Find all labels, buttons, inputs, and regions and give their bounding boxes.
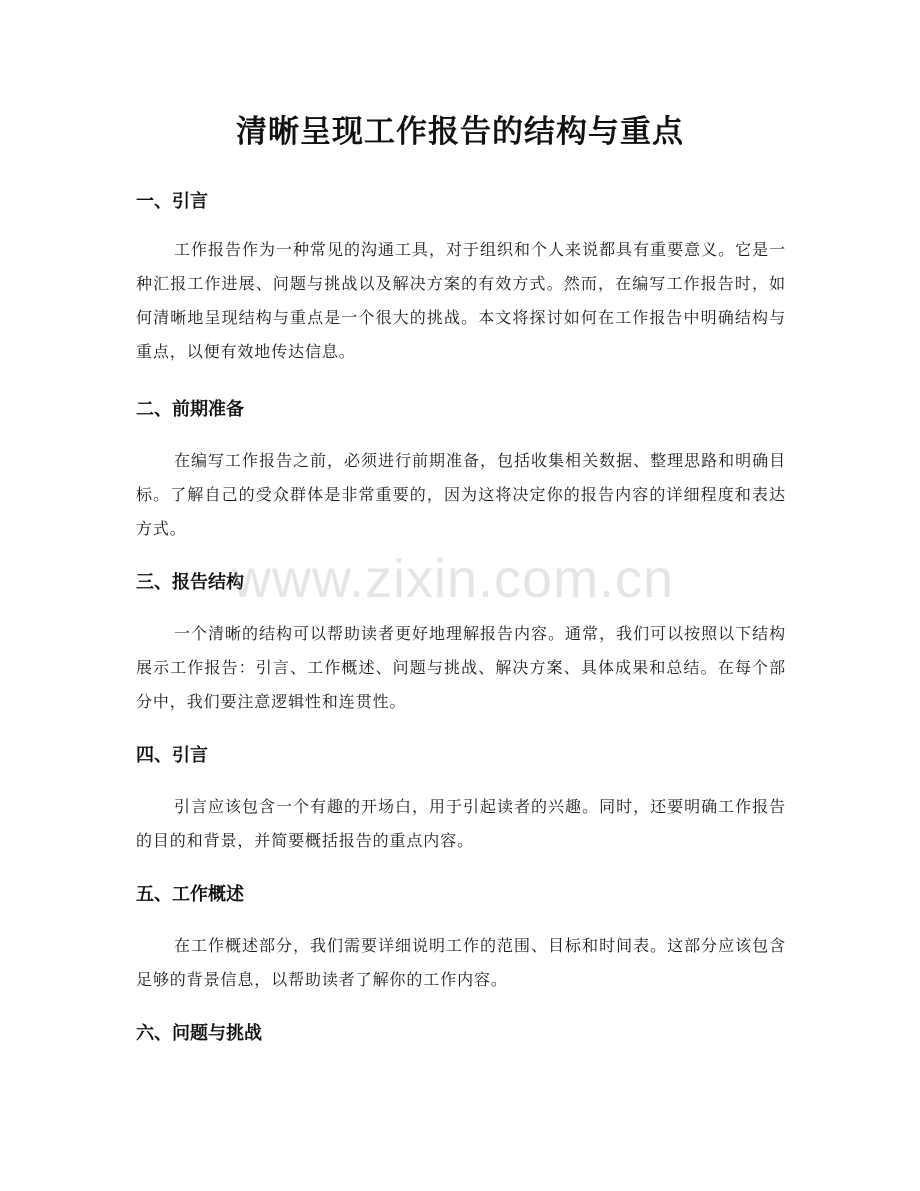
section-heading-challenges: 六、问题与挑战: [136, 1023, 262, 1044]
section-heading-intro: 一、引言: [136, 191, 208, 212]
section-paragraph-preparation: 在编写工作报告之前，必须进行前期准备，包括收集相关数据、整理思路和明确目标。了解自己的受众群体是非常重要的，因为这将决定你的报告内容的详细程度和表达方式。: [136, 451, 786, 538]
section-paragraph-structure: 一个清晰的结构可以帮助读者更好地理解报告内容。通常，我们可以按照以下结构展示工作报告：引言、工作概述、问题与挑战、解决方案、具体成果和总结。在每个部分中，我们要注意逻辑性和连贯性。: [136, 624, 786, 711]
watermark: www.zixin.com.cn: [232, 549, 675, 609]
section-paragraph-intro: 工作报告作为一种常见的沟通工具，对于组织和个人来说都具有重要意义。它是一种汇报工作进展、问题与挑战以及解决方案的有效方式。然而，在编写工作报告时，如何清晰地呈现结构与重点是一个很大的挑战。本文将探讨如何在工作报告中明确结构与重点，以便有效地传达信息。: [136, 240, 786, 361]
section-heading-preparation: 二、前期准备: [136, 399, 244, 420]
document-title: 清晰呈现工作报告的结构与重点: [236, 114, 684, 150]
section-paragraph-introduction: 引言应该包含一个有趣的开场白，用于引起读者的兴趣。同时，还要明确工作报告的目的和背景，并简要概括报告的重点内容。: [136, 797, 786, 850]
section-heading-structure: 三、报告结构: [136, 572, 244, 593]
section-heading-introduction: 四、引言: [136, 745, 208, 766]
section-paragraph-overview: 在工作概述部分，我们需要详细说明工作的范围、目标和时间表。这部分应该包含足够的背景信息，以帮助读者了解你的工作内容。: [136, 936, 786, 989]
section-heading-overview: 五、工作概述: [136, 884, 244, 905]
